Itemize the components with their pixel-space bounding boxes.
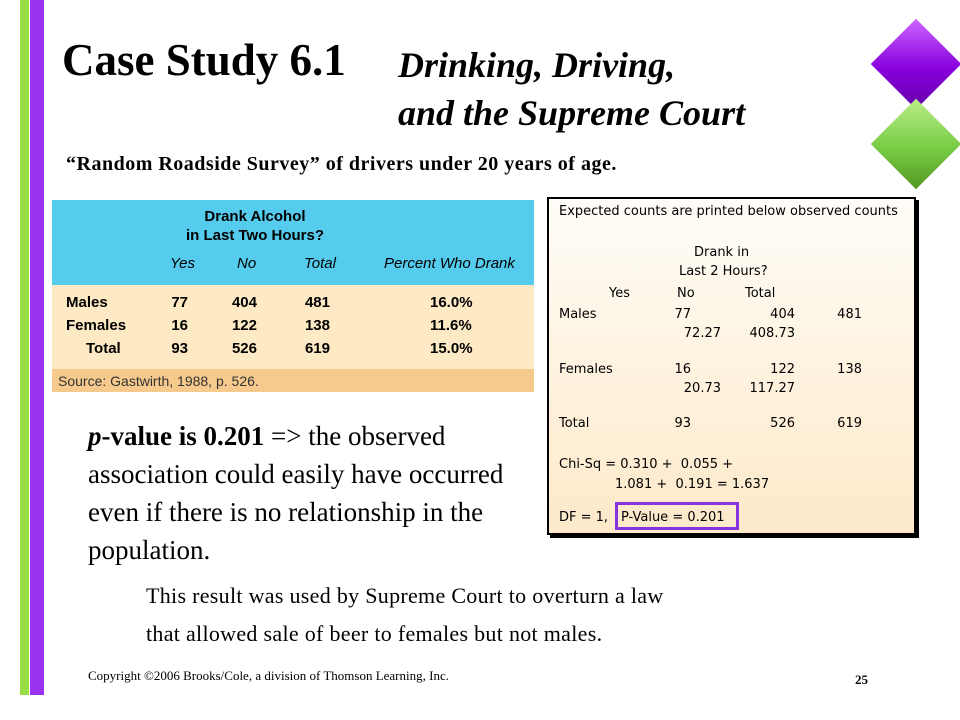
cell-males-no: 404: [231, 294, 257, 311]
row-label-total: Total: [86, 340, 121, 357]
cell-females-total: 138: [304, 317, 330, 334]
cell-total-no: 526: [231, 340, 257, 357]
cell-total-total: 619: [304, 340, 330, 357]
minitab-females-obs-yes: 16: [674, 362, 691, 377]
purple-diamond-decoration: [871, 19, 960, 110]
slide-title-sub-line1: Drinking, Driving,: [398, 45, 676, 85]
minitab-chisq-line2: 1.081 + 0.191 = 1.637: [615, 477, 770, 492]
table-source: Source: Gastwirth, 1988, p. 526.: [58, 373, 259, 389]
result-text-line2: that allowed sale of beer to females but not males.: [146, 621, 603, 646]
pvalue-p-label: p: [88, 421, 102, 451]
minitab-header-line2: Last 2 Hours?: [679, 264, 768, 279]
minitab-chisq-line1: Chi-Sq = 0.310 + 0.055 +: [559, 457, 734, 472]
column-header-yes: Yes: [170, 255, 196, 272]
left-accent-bar-purple: [30, 0, 44, 695]
pvalue-value-label: -value is 0.201: [101, 421, 265, 451]
minitab-females-exp-no: 117.27: [749, 381, 795, 396]
pvalue-highlight-box: [615, 502, 739, 530]
minitab-df: DF = 1,: [559, 510, 609, 525]
cell-females-no: 122: [231, 317, 257, 334]
minitab-col-total: Total: [745, 286, 776, 301]
minitab-females-obs-no: 122: [770, 362, 795, 377]
row-label-females: Females: [66, 317, 127, 334]
cell-males-percent: 16.0%: [430, 294, 473, 311]
cell-females-yes: 16: [171, 317, 188, 334]
minitab-pvalue: P-Value = 0.201: [621, 510, 725, 525]
minitab-males-label: Males: [559, 307, 597, 322]
minitab-males-total: 481: [837, 307, 862, 322]
pvalue-explanation: => the observed association could easily have occurred even if there is no relationship in the population.: [88, 421, 504, 565]
minitab-col-no: No: [677, 286, 695, 301]
result-text-line1: This result was used by Supreme Court to overturn a law: [146, 583, 664, 608]
minitab-total-yes: 93: [674, 416, 691, 431]
cell-total-yes: 93: [171, 340, 188, 357]
minitab-females-total: 138: [837, 362, 862, 377]
minitab-females-label: Females: [559, 362, 613, 377]
cell-males-total: 481: [304, 294, 330, 311]
left-accent-bar-green: [20, 0, 29, 695]
pvalue-conclusion: [88, 417, 508, 569]
minitab-intro: Expected counts are printed below observed counts: [559, 204, 898, 219]
table-header-line2: in Last Two Hours?: [185, 227, 325, 244]
minitab-col-yes: Yes: [609, 286, 630, 301]
minitab-total-total: 619: [837, 416, 862, 431]
minitab-females-exp-yes: 20.73: [683, 381, 721, 396]
row-label-males: Males: [66, 294, 108, 311]
slide-title: Case Study 6.1: [62, 35, 346, 85]
cell-total-percent: 15.0%: [430, 340, 473, 357]
column-header-no: No: [237, 255, 257, 272]
minitab-males-obs-no: 404: [770, 307, 795, 322]
minitab-males-exp-yes: 72.27: [683, 326, 721, 341]
slide-subtitle: “Random Roadside Survey” of drivers under 20 years of age.: [66, 153, 617, 175]
minitab-total-no: 526: [770, 416, 795, 431]
drinking-table: [52, 200, 534, 392]
minitab-output-box: [547, 197, 916, 535]
cell-females-percent: 11.6%: [430, 317, 472, 334]
table-header-line1: Drank Alcohol: [204, 208, 306, 225]
minitab-males-obs-yes: 77: [674, 307, 691, 322]
cell-males-yes: 77: [171, 294, 188, 311]
minitab-total-label: Total: [559, 416, 590, 431]
minitab-header-line1: Drank in: [694, 245, 750, 260]
slide-title-sub-line2: and the Supreme Court: [398, 93, 746, 133]
copyright-notice: Copyright ©2006 Brooks/Cole, a division of Thomson Learning, Inc.: [88, 668, 449, 683]
page-number: 25: [855, 672, 868, 687]
column-header-total: Total: [304, 255, 336, 272]
column-header-percent: Percent Who Drank: [384, 255, 515, 272]
result-text: [146, 577, 664, 653]
minitab-males-exp-no: 408.73: [749, 326, 795, 341]
green-diamond-decoration: [871, 99, 960, 190]
